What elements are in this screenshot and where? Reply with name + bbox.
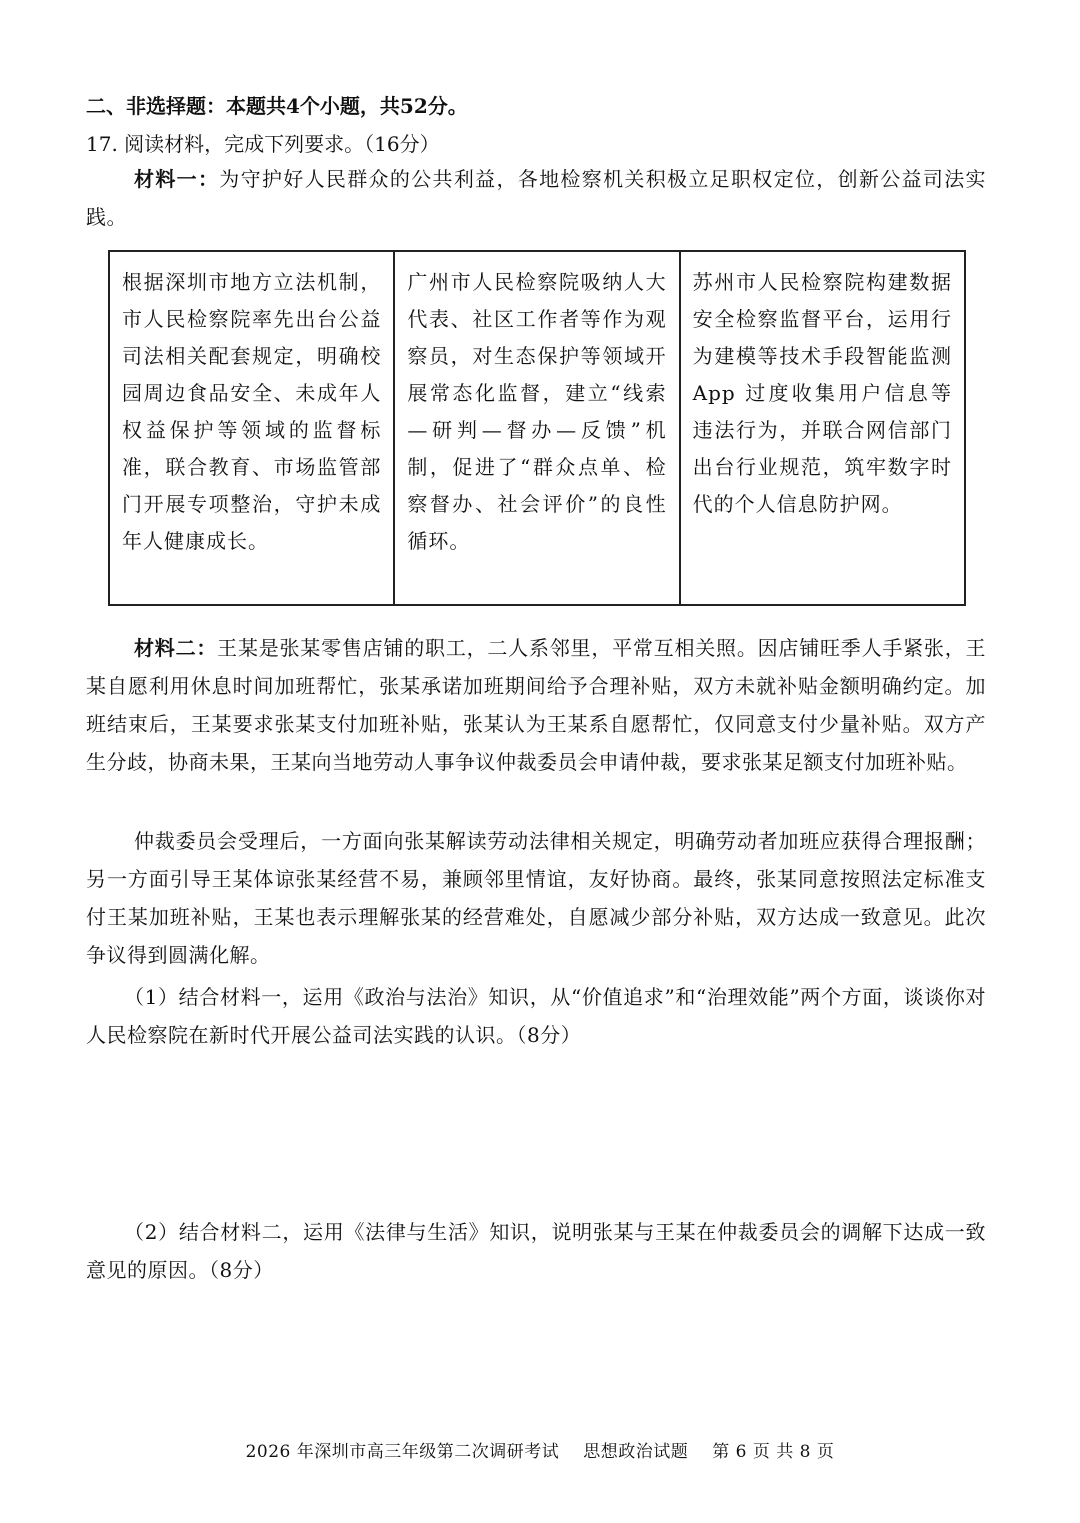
- footer-subject: 思想政治试题: [583, 1442, 689, 1462]
- page-footer: [190, 1440, 890, 1464]
- footer-page-info: 第 6 页 共 8 页: [712, 1442, 835, 1462]
- material-two-text: 王某是张某零售店铺的职工，二人系邻里，平常互相关照。因店铺旺季人手紧张，王某自愿利用休息时间加班帮忙，张某承诺加班期间给予合理补贴，双方未就补贴金额明确约定。加班结束后，王某要求张某支付加班补贴，张某认为王某系自愿帮忙，仅同意支付少量补贴。双方产生分歧，协商未果，王某向当地劳动人事争议仲裁委员会申请仲裁，要求张某足额支付加班补贴。: [86, 636, 987, 774]
- sub-question-1: （1）结合材料一，运用《政治与法治》知识，从“价值追求”和“治理效能”两个方面，谈谈你对人民检察院在新时代开展公益司法实践的认识。（8分）: [86, 985, 986, 1047]
- table-cell-suzhou: 苏州市人民检察院构建数据安全检察监督平台，运用行为建模等技术手段智能监测 App 过度收集用户信息等违法行为，并联合网信部门出台行业规范，筑牢数字时代的个人信息防护网。: [680, 251, 965, 605]
- sub-question-2: （2）结合材料二，运用《法律与生活》知识，说明张某与王某在仲裁委员会的调解下达成一致意见的原因。（8分）: [86, 1220, 986, 1282]
- table-cell-shenzhen: 根据深圳市地方立法机制，市人民检察院率先出台公益司法相关配套规定，明确校园周边食品安全、未成年人权益保护等领域的监督标准，联合教育、市场监管部门开展专项整治，守护未成年人健康成长。: [109, 251, 394, 605]
- table-row: [109, 251, 965, 605]
- footer-exam-title: 2026 年深圳市高三年级第二次调研考试: [245, 1442, 560, 1462]
- question-title: 17. 阅读材料，完成下列要求。（16分）: [86, 132, 440, 156]
- material-one-intro: [86, 160, 986, 236]
- material-two-label: 材料二：: [134, 636, 218, 660]
- material-two-paragraph-2: 仲裁委员会受理后，一方面向张某解读劳动法律相关规定，明确劳动者加班应获得合理报酬；另一方面引导王某体谅张某经营不易，兼顾邻里情谊，友好协商。最终，张某同意按照法定标准支付王某加班补贴，王某也表示理解张某的经营难处，自愿减少部分补贴，双方达成一致意见。此次争议得到圆满化解。: [86, 829, 986, 967]
- material-one-text: 为守护好人民群众的公共利益，各地检察机关积极立足职权定位，创新公益司法实践。: [86, 167, 987, 229]
- material-one-table: [108, 250, 966, 606]
- section-header: 二、非选择题：本题共4个小题，共52分。: [86, 94, 468, 118]
- material-one-label: 材料一：: [134, 167, 220, 191]
- table-cell-guangzhou: 广州市人民检察院吸纳人大代表、社区工作者等作为观察员，对生态保护等领域开展常态化监督，建立“线索—研判—督办—反馈”机制，促进了“群众点单、检察督办、社会评价”的良性循环。: [394, 251, 679, 605]
- material-two-paragraph-1: [86, 629, 986, 781]
